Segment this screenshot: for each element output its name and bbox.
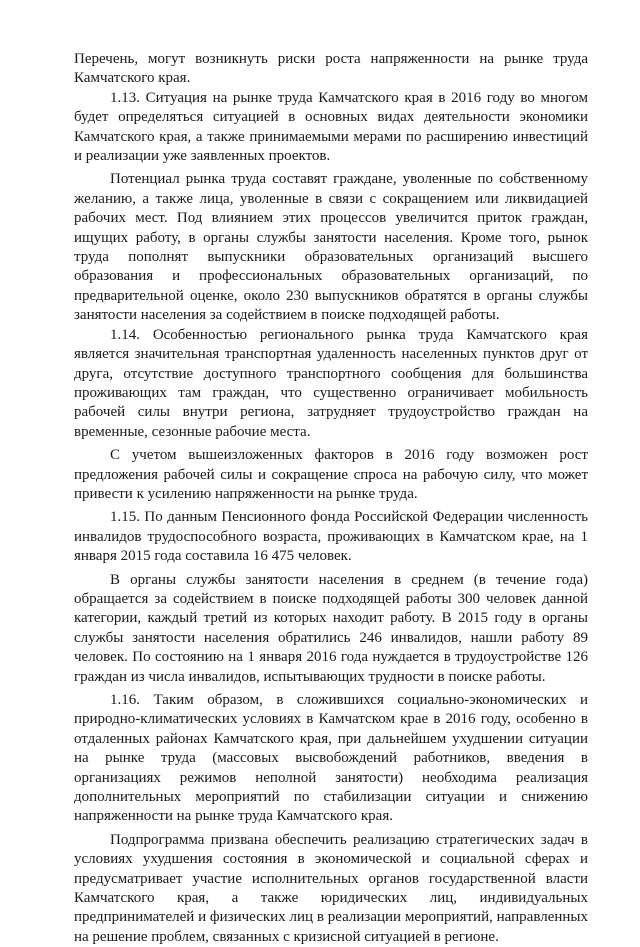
paragraph-1-13: 1.13. Ситуация на рынке труда Камчатского края в 2016 году во многом будет определяться ситуацией в основных видах деятельности экономики Камчатского края, а также принимаемыми мерами по расширению инвестиций и реализации уже заявленных проектов. [74,89,588,165]
paragraph-factors-2016: С учетом вышеизложенных факторов в 2016 году возможен рост предложения рабочей силы и сокращение спроса на рабочую силу, что может привести к усилению напряженности на рынке труда. [74,447,588,502]
paragraph-1-14: 1.14. Особенностью регионального рынка труда Камчатского края является значительная транспортная удаленность населенных пунктов друг от друга, отсутствие доступного транспортного сообщения для большинства проживающих там граждан, что существенно ограничивает мобильность рабочей силы внутри региона, затрудняет трудоустройство граждан на временные, сезонные рабочие места. [74,326,588,440]
document-page [74,50,588,947]
paragraph-risks-continuation: Перечень, могут возникнуть риски роста напряженности на рынке труда Камчатского края. [74,51,588,87]
paragraph-subprogram: Подпрограмма призвана обеспечить реализацию стратегических задач в условиях ухудшения состояния в экономической и социальной сферах и предусматривает участие исполнительных органов государственной власти Камчатского края, а также юридических лиц, индивидуальных предпринимателей и физических лиц в реализации мероприятий, направленных на решение проблем, связанных с кризисной ситуацией в регионе. [74,831,588,945]
paragraph-1-15: 1.15. По данным Пенсионного фонда Российской Федерации численность инвалидов трудоспособного возраста, проживающих в Камчатском крае, на 1 января 2015 года составила 16 475 человек. [74,509,588,565]
paragraph-disabled-employment: В органы службы занятости населения в среднем (в течение года) обращается за содействием в поиске подходящей работы 300 человек данной категории, каждый третий из которых находит работу. В 2015 году в органы службы занятости населения обратились 246 инвалидов, нашли работу 89 человек. По состоянию на 1 января 2016 года нуждается в трудоустройстве 126 граждан из числа инвалидов, испытывающих трудности в поиске работы. [74,571,588,685]
paragraph-1-16: 1.16. Таким образом, в сложившихся социально-экономических и природно-климатических условиях в Камчатском крае в 2016 году, особенно в отдаленных районах Камчатского края, при дальнейшем ухудшении ситуации на рынке труда (массовых высвобождений работников, введения в организациях режимов неполной занятости) необходима реализация дополнительных мероприятий по стабилизации ситуации и снижению напряженности на рынке труда Камчатского края. [74,692,588,825]
paragraph-labor-potential: Потенциал рынка труда составят граждане, уволенные по собственному желанию, а также лица, уволенные в связи с сокращением или ликвидацией рабочих мест. Под влиянием этих процессов увеличится приток граждан, ищущих работу, в органы службы занятости населения. Кроме того, рынок труда пополнят выпускники образовательных организаций высшего образования и профессиональных образовательных организаций, по предварительной оценке, около 230 выпускников обратятся в органы службы занятости населения за содействием в поиске подходящей работы. [74,171,588,324]
